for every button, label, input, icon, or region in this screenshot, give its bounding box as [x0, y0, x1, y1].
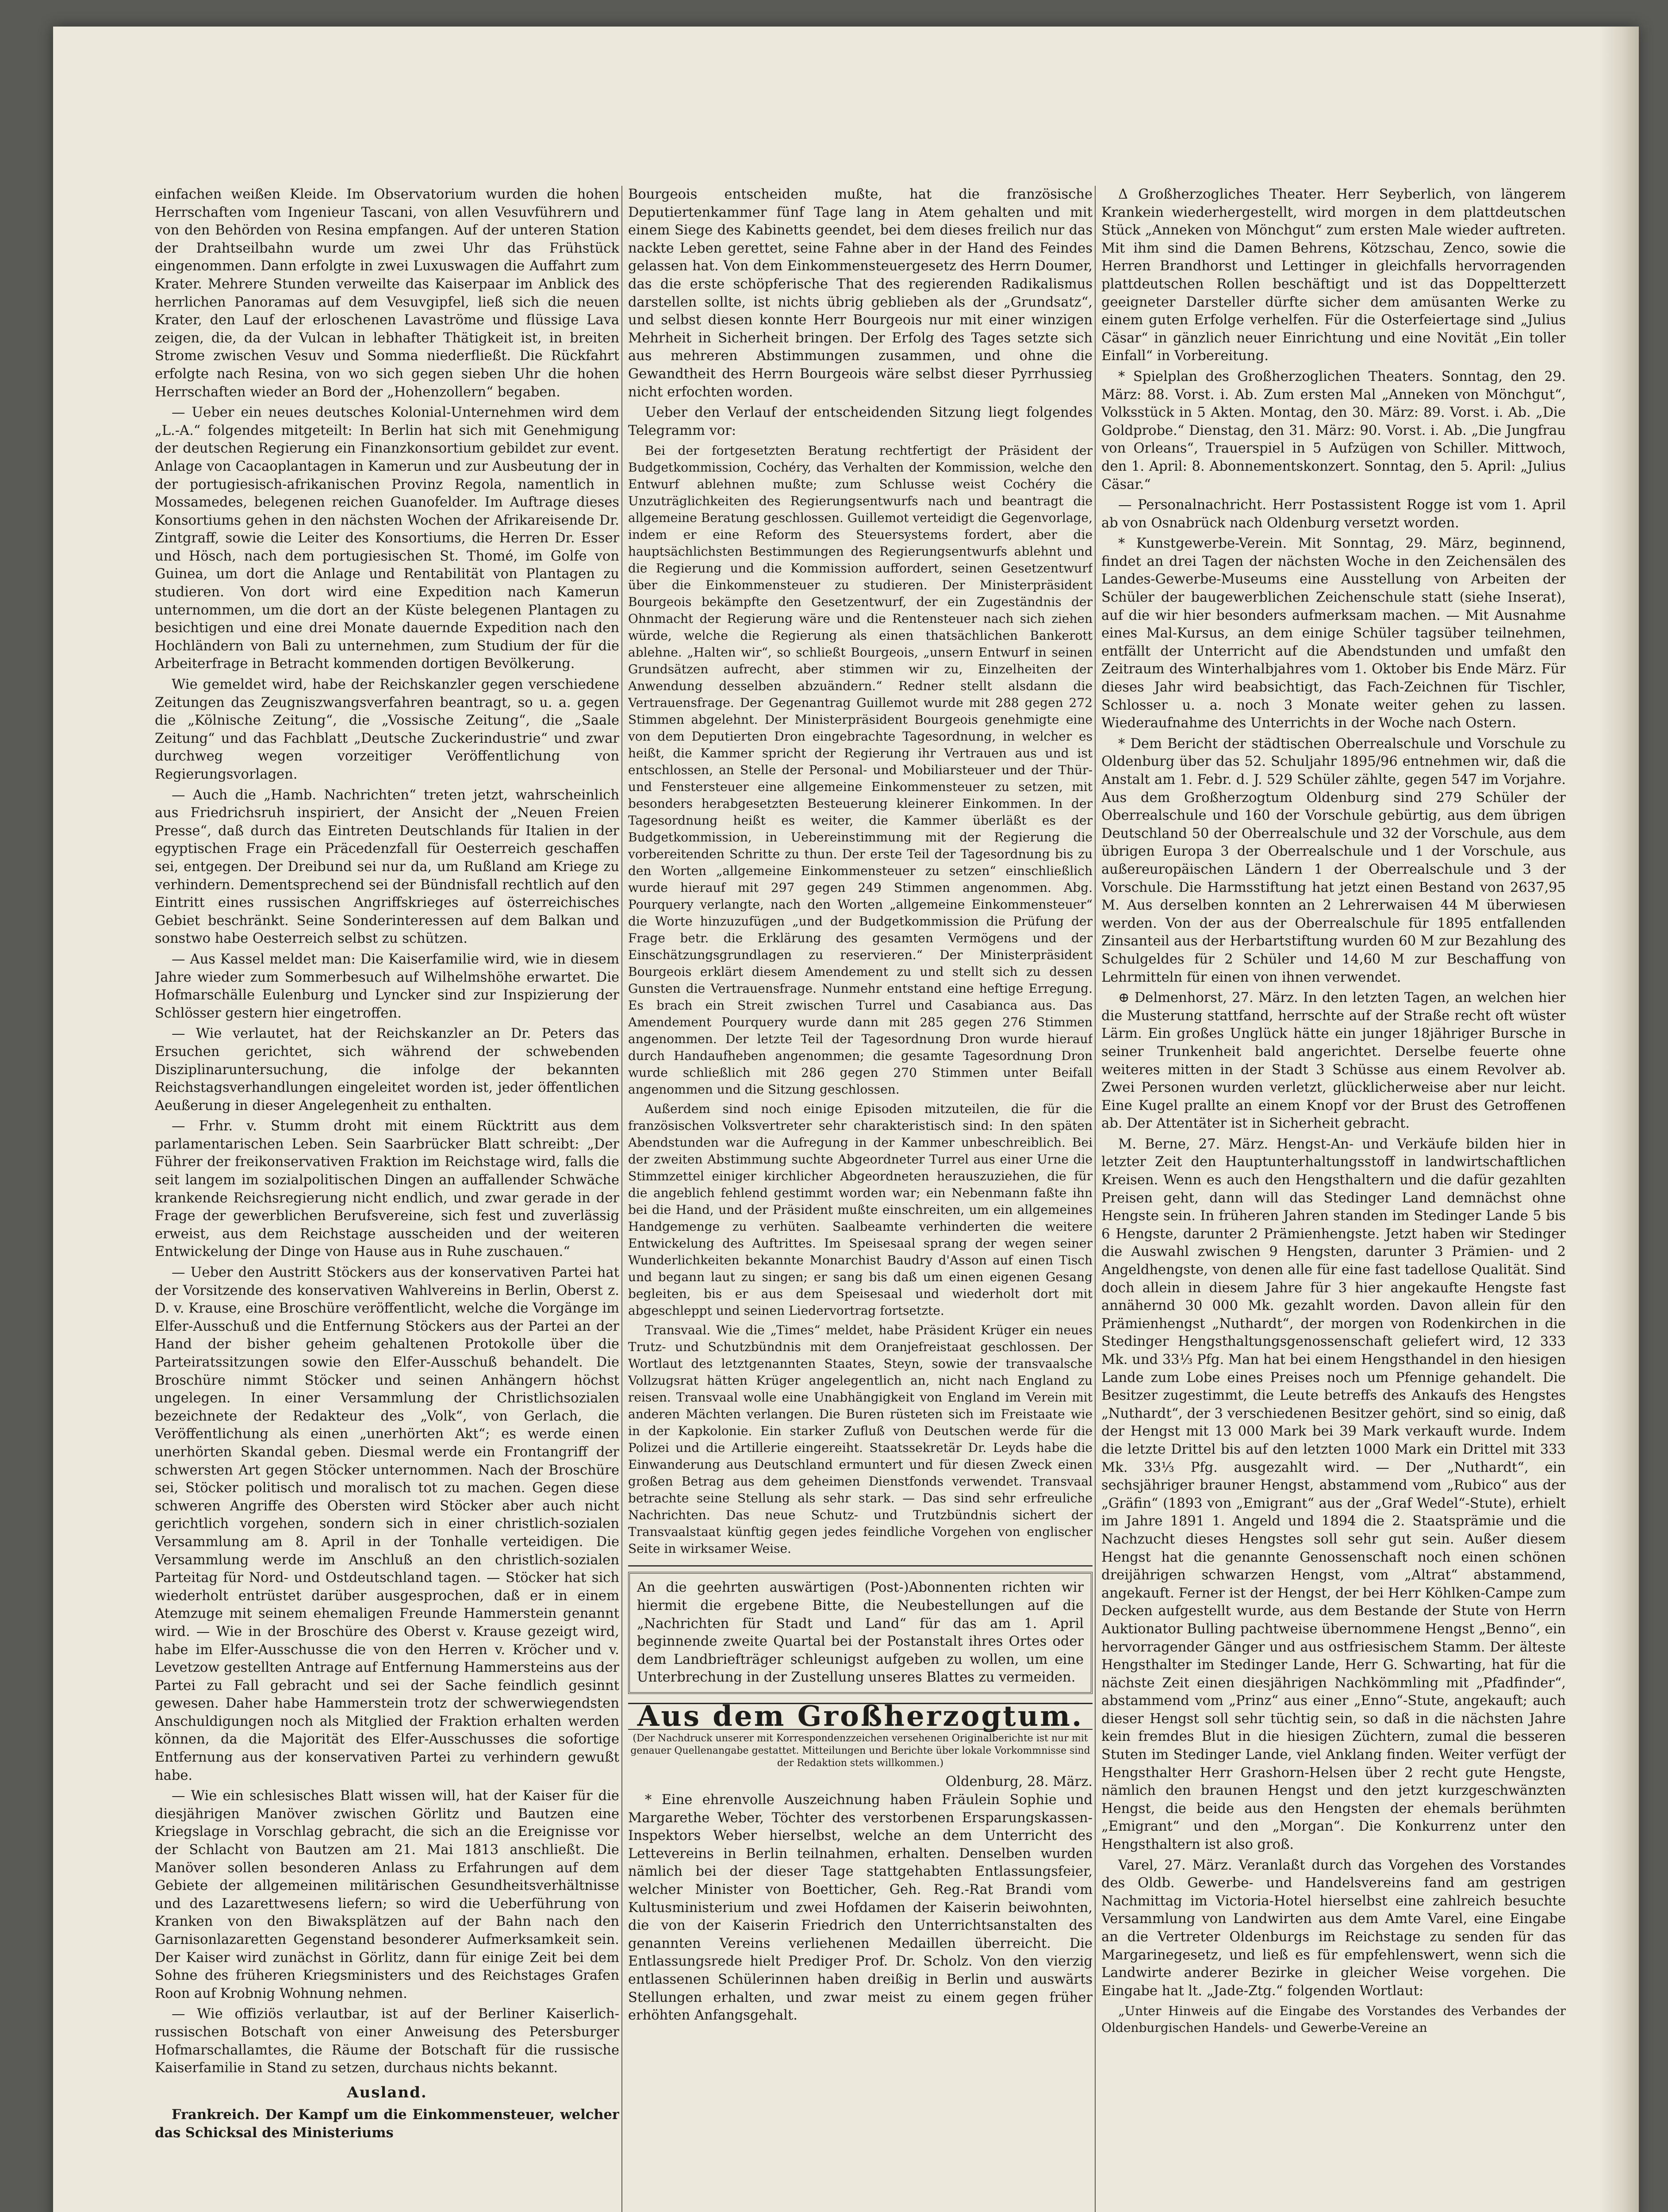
- article-manoever: — Wie ein schlesisches Blatt wissen will, hat der Kaiser für die diesjährigen Manöver zwischen Görlitz und Bautzen eine Kriegslage in Vorschlag gebracht, die sich an die Ereignisse vor der Schlacht von Bautzen am 21. Mai 1813 anschließt. Die Manöver sollen besonderen Anlass zu Erfahrungen auf dem Gebiete der allgemeinen militärischen Gesundheitsverhältnisse und des Lazarettwesens liefern; so wird die Ueberführung von Kranken von den Biwaksplätzen auf der Bahn nach den Garnisonlazaretten Gegenstand besonderer Aufmerksamkeit sein. Der Kaiser wird zunächst in Görlitz, dann für einige Zeit bei dem Sohne des früheren Kriegsministers und des Reichstages Grafen Roon auf Krobnig Wohnung nehmen.: [155, 1788, 619, 2001]
- section-heading-ausland: Ausland.: [347, 2083, 427, 2101]
- divider: [628, 1565, 1093, 1567]
- article-reichskanzler: Wie gemeldet wird, habe der Reichskanzler gegen verschiedene Zeitungen das Zeugniszwangsverfahren beantragt, so u. a. gegen die „Kölnische Zeitung“, die „Vossische Zeitung“, die „Saale Zeitung“ und das Fachblatt „Deutsche Zuckerindustrie“ und zwar durchweg wegen vorzeitiger Veröffentlichung von Regierungsvorlagen.: [155, 677, 619, 782]
- newspaper-page: [53, 27, 1639, 2212]
- article-paragraph: einfachen weißen Kleide. Im Observatorium wurden die hohen Herrschaften vom Ingenieur Tascani, von allen Vesuvführern und von den Behörden von Resina empfangen. Auf der unteren Station der Drahtseilbahn wurde um zwei Uhr das Frühstück eingenommen. Dann erfolgte in zwei Luxuswagen die Auffahrt zum Krater. Mehrere Stunden verweilte das Kaiserpaar im Anblick des herrlichen Panoramas auf dem Vesuvgipfel, ließ sich die neuen Krater, den Lauf der erloschenen Lavaströme und flüssige Lava zeigen, die, da der Vulcan in lebhafter Thätigkeit ist, in breiten Strome zwischen Vesuv und Somma niederfließt. Die Rückfahrt erfolgte nach Resina, von wo sich gegen sieben Uhr die hohen Herrschaften wieder an Bord der „Hohenzollern“ begaben.: [155, 187, 619, 400]
- page-edge-shadow: [1599, 27, 1639, 2212]
- article-verlauf: Ueber den Verlauf der entscheidenden Sitzung liegt folgendes Telegramm vor:: [628, 405, 1093, 438]
- subscription-notice-text: An die geehrten auswärtigen (Post-)Abonnenten richten wir hiermit die ergebene Bitte, die Neubestellungen auf die „Nachrichten für Stadt und Land“ für das am 1. April beginnende zweite Quartal bei der Postanstalt ihres Ortes oder dem Landbriefträger schleunigst aufgeben zu wollen, um eine Unterbrechung in der Zustellung unseres Blattes zu vermeiden.: [637, 1580, 1084, 1686]
- article-personalnachricht: — Personalnachricht. Herr Postassistent Rogge ist vom 1. April ab von Osnabrück nach Oldenburg versetzt worden.: [1101, 497, 1566, 531]
- section-heading-grossherzogtum: Aus dem Großherzogtum.: [628, 1703, 1093, 1730]
- article-transvaal: Transvaal. Wie die „Times“ meldet, habe Präsident Krüger ein neues Trutz- und Schutzbündnis mit dem Oranjefreistaat geschlossen. Der Wortlaut des letztgenannten Staates, Steyn, sowie der transvaalsche Vollzugsrat hätten Krüger angelegentlich an, nicht nach England zu reisen. Transvaal wolle eine Unabhängigkeit von England im Verein mit anderen Mächten verlangen. Die Buren rüsteten sich im Freistaate wie in der Kapkolonie. Ein starker Zufluß von Deutschen werde für die Polizei und die Artillerie eingereiht. Staatssekretär Dr. Leyds habe die Einwanderung aus Deutschland ermuntert und für diesen Zweck einen großen Betrag aus dem geheimen Dienstfonds verwendet. Transvaal betrachte seine Stellung als sehr stark. — Das sind sehr erfreuliche Nachrichten. Das neue Schutz- und Trutzbündnis sichert der Transvaalstaat künftig gegen jedes feindliche Vorgehen von englischer Seite in wirksamer Weise.: [628, 1323, 1093, 1556]
- article-theater: Δ Großherzogliches Theater. Herr Seyberlich, von längerem Krankein wiederhergestellt, wird morgen in dem plattdeutschen Stück „Anneken von Mönchgut“ zum ersten Male wieder auftreten. Mit ihm sind die Damen Behrens, Kötzschau, Zenco, sowie die Herren Brandhorst und Lettinger in gleichfalls hervorragenden plattdeutschen Rollen beschäftigt und ist das Doppeltterzett geeigneter Darsteller dürfte sicher dem amüsanten Werke zu einem guten Erfolge verhelfen. Für die Osterfeiertage sind „Julius Cäsar“ in gänzlich neuer Einrichtung und eine Novität „Ein toller Einfall“ in Vorbereitung.: [1101, 187, 1566, 364]
- column-1: [155, 186, 619, 2212]
- article-stoecker: — Ueber den Austritt Stöckers aus der konservativen Partei hat der Vorsitzende des konservativen Wahlvereins in Berlin, Oberst z. D. v. Krause, eine Broschüre veröffentlicht, welche die Vorgänge im Elfer-Ausschuß und die Entfernung Stöckers aus der Partei an der Hand der bisher geheim gehaltenen Protokolle über die Parteiratssitzungen sowie den Elfer-Ausschuß behandelt. Die Broschüre nimmt Stöcker und seinen Anhängern höchst ungelegen. In einer Versammlung der Christlichsozialen bezeichnete der Redakteur des „Volk“, von Gerlach, die Veröffentlichung als einen „unerhörten Akt“; es werde einen unerhörten Skandal geben. Diesmal werde ein Frontangriff der schwersten Art gegen Stöcker unternommen. Nach der Broschüre sei, Stöcker politisch und moralisch tot zu machen. Gegen diese schweren Angriffe des Obersten wird Stöcker aber auch nicht gerichtlich vorgehen, sondern sich in einer christlich-sozialen Versammlung am 8. April in der Tonhalle verteidigen. Die Versammlung werde im Anschluß an den christlich-sozialen Parteitag für Nord- und Ostdeutschland tagen. — Stöcker hat sich wiederholt entrüstet darüber ausgesprochen, daß er in einem Atemzuge mit seinem ehemaligen Freunde Hammerstein genannt wird. — Wie in der Broschüre des Oberst v. Krause gezeigt wird, habe im Elfer-Ausschusse die von den Herren v. Kröcher und v. Levetzow gestellten Antrage auf Entfernung Hammersteins aus der Partei zu Fall gebracht und sei der Sache feindlich gesinnt gewesen. Daher habe Hammerstein trotz der schwerwiegendsten Anschuldigungen noch als Mitglied der Fraktion erhalten werden können, da die Majorität des Elfer-Ausschusses die sofortige Entfernung aus der konservativen Partei zu verhindern gewußt habe.: [155, 1265, 619, 1783]
- subscription-notice: [628, 1572, 1093, 1694]
- reprint-note: (Der Nachdruck unserer mit Korrespondenzzeichen versehenen Originalberichte ist nur mit genauer Quellenangabe gestattet. Mitteilungen und Berichte über lokale Vorkommnisse sind der Redaktion stets willkommen.): [630, 1733, 1090, 1769]
- article-eingabe: „Unter Hinweis auf die Eingabe des Vorstandes des Verbandes der Oldenburgischen Handels- und Gewerbe-Vereine an: [1101, 2004, 1566, 2035]
- article-kassel: — Aus Kassel meldet man: Die Kaiserfamilie wird, wie in diesem Jahre wieder zum Sommerbesuch auf Wilhelmshöhe erwartet. Die Hofmarschälle Eulenburg und Lyncker sind zur Inspizierung der Schlösser gestern hier eingetroffen.: [155, 951, 619, 1021]
- article-telegramm: Bei der fortgesetzten Beratung rechtfertigt der Präsident der Budgetkommission, Cochéry, das Verhalten der Kommission, welche den Entwurf ablehnen mußte; zum Schlusse weist Cochéry die Unzuträglichkeiten des Regierungsentwurfs nach und beantragt die allgemeine Beratung geschlossen. Guillemot verteidigt die Gegenvorlage, indem er eine Reform des Steuersystems fordert, aber die hauptsächlichsten Bestimmungen des Regierungsentwurfs ablehnt und die Regierung und die Kommission auffordert, seinen Gesetzentwurf über die Einkommensteuer zu studieren. Der Ministerpräsident Bourgeois bekämpfte den Gesetzentwurf, der ein Zugeständnis der Ohnmacht der Regierung wäre und die Rentensteuer nach sich ziehen würde, welche die Regierung als einen thatsächlichen Bankerott ablehne. „Halten wir“, so schließt Bourgeois, „unsern Entwurf in seinen Grundsätzen aufrecht, aber stimmen wir zu, Einzelheiten der Anwendung desselben abzuändern.“ Redner stellt alsdann die Vertrauensfrage. Der Gegenantrag Guillemot wurde mit 288 gegen 272 Stimmen abgelehnt. Der Ministerpräsident Bourgeois genehmigte eine von dem Deputierten Dron eingebrachte Tagesordnung, in welcher es heißt, die Kammer spricht der Regierung ihr Vertrauen aus und ist entschlossen, an Stelle der Personal- und Mobiliarsteuer und der Thür- und Fenstersteuer eine allgemeine Einkommensteuer zu setzen, mit besonders herabgesetzten Besteuerung kleinerer Einkommen. In der Tagesordnung heißt es weiter, die Kammer überläßt es der Budgetkommission, in Uebereinstimmung mit der Regierung die vorbereitenden Schritte zu thun. Der erste Teil der Tagesordnung bis zu den Worten „allgemeine Einkommensteuer zu setzen“ einschließlich wurde hierauf mit 297 gegen 249 Stimmen angenommen. Abg. Pourquery verlangte, nach den Worten „allgemeine Einkommensteuer“ die Worte hinzuzufügen „und der Budgetkommission die Prüfung der Frage betr. die Erklärung des gesamten Vermögens und der Einschätzungsgrundlagen zu reservieren.“ Der Ministerpräsident Bourgeois erklärt diesem Amendement zu und stellt sich zu dessen Gunsten die Vertrauensfrage. Nunmehr entstand eine heftige Erregung. Es brach ein Streit zwischen Turrel und Casabianca aus. Das Amendement Pourquery wurde dann mit 285 gegen 276 Stimmen angenommen. Der letzte Teil der Tagesordnung Dron wurde hierauf durch Handaufheben angenommen; die gesamte Tagesordnung Dron wurde schließlich mit 286 gegen 270 Stimmen unter Beifall angenommen und die Sitzung geschlossen.: [628, 443, 1093, 1097]
- article-frankreich: Frankreich. Der Kampf um die Einkommensteuer, welcher das Schicksal des Ministeriums: [155, 2107, 619, 2141]
- column-rule-2: [1095, 186, 1096, 2212]
- article-delmenhorst: ⊕ Delmenhorst, 27. März. In den letzten Tagen, an welchen hier die Musterung stattfand, herrschte auf der Straße recht oft wüster Lärm. Ein großes Unglück hätte ein junger 18jähriger Bursche in seiner Trunkenheit bald angerichtet. Derselbe feuerte ohne weiteres mitten in der Stadt 3 Schüsse aus einem Revolver ab. Zwei Personen wurden verletzt, glücklicherweise aber nur leicht. Eine Kugel prallte an einem Knopf vor der Brust des Getroffenen ab. Der Attentäter ist in Sicherheit gebracht.: [1101, 990, 1566, 1132]
- article-spielplan: * Spielplan des Großherzoglichen Theaters. Sonntag, den 29. März: 88. Vorst. i. Ab. Zum ersten Mal „Anneken von Mönchgut“, Volksstück in 5 Akten. Montag, den 30. März: 89. Vorst. i. Ab. „Die Goldprobe.“ Dienstag, den 31. März: 90. Vorst. i. Ab. „Die Jungfrau von Orleans“, Trauerspiel in 5 Aufzügen von Schiller. Mittwoch, den 1. April: 8. Abonnementskonzert. Sonntag, den 5. April: „Julius Cäsar.“: [1101, 369, 1566, 492]
- article-peters: — Wie verlautet, hat der Reichskanzler an Dr. Peters das Ersuchen gerichtet, sich während der schwebenden Disziplinaruntersuchung, die infolge der bekannten Reichstagsverhandlungen eingeleitet worden ist, jeder öffentlichen Aeußerung in dieser Angelegenheit zu enthalten.: [155, 1026, 619, 1114]
- article-auszeichnung: * Eine ehrenvolle Auszeichnung haben Fräulein Sophie und Margarethe Weber, Töchter des verstorbenen Ersparungskassen-Inspektors Weber hierselbst, welche an dem Unterricht des Lettevereins in Berlin teilnahmen, erhalten. Denselben wurden nämlich bei der dieser Tage stattgehabten Entlassungsfeier, welcher Minister von Boetticher, Geh. Reg.-Rat Brandi vom Kultusministerium und zwei Hofdamen der Kaiserin beiwohnten, die von der Kaiserin Friedrich den Unterrichtsanstalten des genannten Vereins verliehenen Medaillen überreicht. Die Entlassungsrede hielt Prediger Prof. Dr. Scholz. Von den vierzig entlassenen Schülerinnen haben dreißig in Berlin und auswärts Stellungen erhalten, und zwar meist zu einem gegen früher erhöhten Anfangsgehalt.: [628, 1792, 1093, 2024]
- article-oberrealschule: * Dem Bericht der städtischen Oberrealschule und Vorschule zu Oldenburg über das 52. Schuljahr 1895/96 entnehmen wir, daß die Anstalt am 1. Febr. d. J. 529 Schüler zählte, gegen 547 im Vorjahre. Aus dem Großherzogtum Oldenburg sind 279 Schüler der Oberrealschule und 160 der Vorschule gebürtig, aus dem übrigen Deutschland 50 der Oberrealschule und 32 der Vorschule, aus dem übrigen Europa 3 der Oberrealschule und 1 der Vorschule, aus außereuropäischen Ländern 1 der Oberrealschule und 3 der Vorschule. Die Harmsstiftung hat jetzt einen Bestand von 2637,95 M. Aus derselben konnten an 2 Lehrerwaisen 44 M überwiesen werden. Von der aus der Oberrealschule für 1895 entfallenden Zinsanteil aus der Herbartstiftung wurden 60 M zur Bezahlung des Schulgeldes für 2 Schüler und 14,60 M zur Beschaffung von Lehrmitteln für einen von ihnen verwendet.: [1101, 736, 1566, 985]
- article-stumm: — Frhr. v. Stumm droht mit einem Rücktritt aus dem parlamentarischen Leben. Sein Saarbrücker Blatt schreibt: „Der Führer der freikonservativen Fraktion im Reichstage wird, falls die seit langem im sozialpolitischen Dingen an auffallender Schwäche krankende Reichsregierung nicht endlich, und zwar gerade in der Frage der gewerblichen Berufsvereine, sich fest und zuverlässig erweist, aus dem Reichstage ausscheiden und der weiteren Entwickelung der Dinge von Hause aus in Ruhe zuschauen.“: [155, 1118, 619, 1260]
- column-rule-1: [621, 186, 622, 2212]
- dateline: Oldenburg, 28. März.: [945, 1774, 1093, 1790]
- article-hamb-nachrichten: — Auch die „Hamb. Nachrichten“ treten jetzt, wahrscheinlich aus Friedrichsruh inspiriert, der Ansicht der „Neuen Freien Presse“, daß durch das Eintreten Deutschlands für Italien in der egyptischen Frage ein Präcedenzfall für Oesterreich geschaffen sei, entgegen. Der Dreibund sei nur da, um Rußland am Kriege zu verhindern. Dementsprechend sei der Bündnisfall rechtlich auf den Eintritt eines russischen Angriffskrieges auf österreichisches Gebiet beschränkt. Seine Sonderinteressen auf dem Balkan und sonstwo habe Oesterreich selbst zu schützen.: [155, 787, 619, 947]
- article-berne: M. Berne, 27. März. Hengst-An- und Verkäufe bilden hier in letzter Zeit den Hauptunterhaltungsstoff in landwirtschaftlichen Kreisen. Wenn es auch den Hengsthaltern und die dafür gezahlten Preisen geht, dann will das Stedinger Land demnächst ohne Hengste sein. In früheren Jahren standen im Stedinger Lande 5 bis 6 Hengste, darunter 2 Prämienhengste. Jetzt haben wir Stedinger die Auswahl zwischen 9 Hengsten, darunter 3 Prämien- und 2 Angeldhengste, von denen alle für eine fast tadellose Qualität. Sind doch allein in diesem Jahre für 3 hier angekaufte Hengste fast annähernd 30 000 Mk. gezahlt worden. Davon allein für den Prämienhengst „Nuthardt“, der morgen von Rodenkirchen in die Stedinger Hengsthaltungsgenossenschaft geliefert wird, 12 333 Mk. und 33⅓ Pfg. Man hat bei einem Hengsthandel in den hiesigen Lande zum Lobe eines Preises noch um Pfennige gehandelt. Die Besitzer zugestimmt, die Leute betreffs des Ankaufs des Hengstes „Nuthardt“, der 3 verschiedenen Besitzer gehört, sind so einig, daß der Hengst mit 13 000 Mark bei 39 Mark verkauft wurde. Indem die letzte Drittel bis auf den letzten 1000 Mark ein Drittel mit 333 Mk. 33⅓ Pfg. ausgezahlt wird. — Der „Nuthardt“, ein sechsjähriger brauner Hengst, abstammend vom „Rubico“ aus der „Gräfin“ (1893 von „Emigrant“ aus der „Graf Wedel“-Stute), erhielt im Jahre 1891 1. Angeld und 1894 die 2. Staatsprämie und die Nachzucht dieses Hengstes soll sehr gut sein. Außer diesem Hengst hat die genannte Genossenschaft noch einen schönen dreijährigen schwarzen Hengst, vom „Altrat“ abstammend, angekauft. Ferner ist der Hengst, der bei Herr Köhlken-Campe zum Decken aufgestellt wurde, aus dem Bestande der Stute von Herrn Auktionator Bulling pachtweise übernommene Hengst „Benno“, ein hervorragender Gänger und aus ostfriesischem Stamm. Der älteste Hengsthalter im Stedinger Lande, Herr G. Schwarting, hat für die nächste Zeit einen diesjährigen Nachkömmling mit „Pfadfinder“, abstammend vom „Prinz“ aus einer „Enno“-Stute, angekauft; auch dieser Hengst soll sehr tüchtig sein, so daß in die nächsten Jahre kein fremdes Blut in die hiesigen Züchtern, zumal die besseren Stuten im Stedinger Lande, viel Anklang finden. Weiter verfügt der Hengsthalter Herr Grashorn-Helsen über 2 recht gute Hengste, nämlich den braunen Hengst und den jetzt kurzgeschwänzten Hengst, die beide aus den Hengsten der ehemals berühmten „Emigrant“ und den „Morgan“. Die Konkurrenz unter den Hengsthaltern ist also groß.: [1101, 1136, 1566, 1853]
- article-kolonial: — Ueber ein neues deutsches Kolonial-Unternehmen wird dem „L.-A.“ folgendes mitgeteilt: In Berlin hat sich mit Genehmigung der deutschen Regierung ein Finanzkonsortium gebildet zur event. Anlage von Cacaoplantagen in Kamerun und zur Ausbeutung der in der portugiesisch-afrikanischen Provinz Regola, namentlich in Mossamedes, belegenen reichen Guanofelder. Im Auftrage dieses Konsortiums gehen in den nächsten Wochen der Afrikareisende Dr. Zintgraff, sowie die Leiter des Konsortiums, die Herren Dr. Esser und Hösch, nach dem portugiesischen St. Thomé, im Golfe von Guinea, um dort die Anlage und Rentabilität von Plantagen zu studieren. Von dort wird eine Expedition nach Kamerun unternommen, um die dort an der Küste belegenen Plantagen zu besichtigen und eine drei Monate dauernde Expedition nach den Hochländern von Bali zu unternehmen, zum Studium der für die Arbeiterfrage in Betracht kommenden dortigen Bevölkerung.: [155, 405, 619, 672]
- article-varel: Varel, 27. März. Veranlaßt durch das Vorgehen des Vorstandes des Oldb. Gewerbe- und Handelsvereins fand am gestrigen Nachmittag im Victoria-Hotel hierselbst eine zahlreich besuchte Versammlung von Landwirten aus dem Amte Varel, eine Eingabe an die Vertreter Oldenburgs im Reichstage zu senden für das Margarinegesetz, und ließ es für empfehlenswert, wenn sich die Landwirte anderer Bezirke in gleicher Weise vorgehen. Die Eingabe hat lt. „Jade-Ztg.“ folgenden Wortlaut:: [1101, 1857, 1566, 1999]
- column-2: [628, 186, 1093, 2212]
- article-episoden: Außerdem sind noch einige Episoden mitzuteilen, die für die französischen Volksvertreter sehr charakteristisch sind: In den späten Abendstunden war die Aufregung in der Kammer unbeschreiblich. Bei der zweiten Abstimmung suchte Abgeordneter Turrel aus einer Urne die Stimmzettel einiger kirchlicher Abgeordneten herauszuziehen, die für die angeblich fehlend gestimmt worden war; ein Nebenmann faßte ihn bei die Hand, und der Präsident mußte einschreiten, um ein allgemeines Handgemenge zu verhüten. Saalbeamte verhinderten die weitere Entwickelung des Auftrittes. Im Speisesaal sprang der wegen seiner Wunderlichkeiten bekannte Monarchist Baudry d'Asson auf einen Tisch und begann laut zu singen; er sang bis daß um einen eigenen Gesang begleiten, bis er aus dem Speisesaal und wiederholt dort mit abgeschleppt und seinen Liedervortrag fortsetzte.: [628, 1102, 1093, 1318]
- article-kunstgewerbe: * Kunstgewerbe-Verein. Mit Sonntag, 29. März, beginnend, findet an drei Tagen der nächsten Woche in den Zeichensälen des Landes-Gewerbe-Museums eine Ausstellung von Arbeiten der Schüler der baugewerblichen Zeichenschule statt (siehe Inserat), auf die wir hier besonders aufmerksam machen. — Mit Ausnahme eines Mal-Kursus, an dem einige Schüler tagsüber teilnehmen, entfällt der Unterricht auf die Abendstunden und umfaßt den Zeitraum des Winterhalbjahres vom 1. Oktober bis Ende März. Für dieses Jahr wird beabsichtigt, das Fach-Zeichnen für Tischler, Schlosser u. a. noch 3 Monate weiter gehen zu lassen. Wiederaufnahme des Unterrichts in der Woche nach Ostern.: [1101, 536, 1566, 731]
- article-bourgeois: Bourgeois entscheiden mußte, hat die französische Deputiertenkammer fünf Tage lang in Atem gehalten und mit einem Siege des Kabinetts geendet, bei dem dieses freilich nur das nackte Leben gerettet, seine Fahne aber in der Hand des Feindes gelassen hat. Von dem Einkommensteuergesetz des Herrn Doumer, das die erste schöpferische That des regierenden Radikalismus darstellen sollte, ist nichts übrig geblieben als der „Grundsatz“, und selbst diesen konnte Herr Bourgeois nur mit einer winzigen Mehrheit in Sicherheit bringen. Der Erfolg des Tages setzte sich aus mehreren Abstimmungen zusammen, und ohne die Gewandtheit des Herrn Bourgeois wäre selbst dieser Pyrrhussieg nicht erfochten worden.: [628, 187, 1093, 400]
- article-botschaft: — Wie offiziös verlautbar, ist auf der Berliner Kaiserlich-russischen Botschaft von einer Anweisung des Petersburger Hofmarschallamtes, die Räume der Botschaft für die russische Kaiserfamilie in Stand zu setzen, durchaus nichts bekannt.: [155, 2006, 619, 2076]
- column-3: [1101, 186, 1566, 2212]
